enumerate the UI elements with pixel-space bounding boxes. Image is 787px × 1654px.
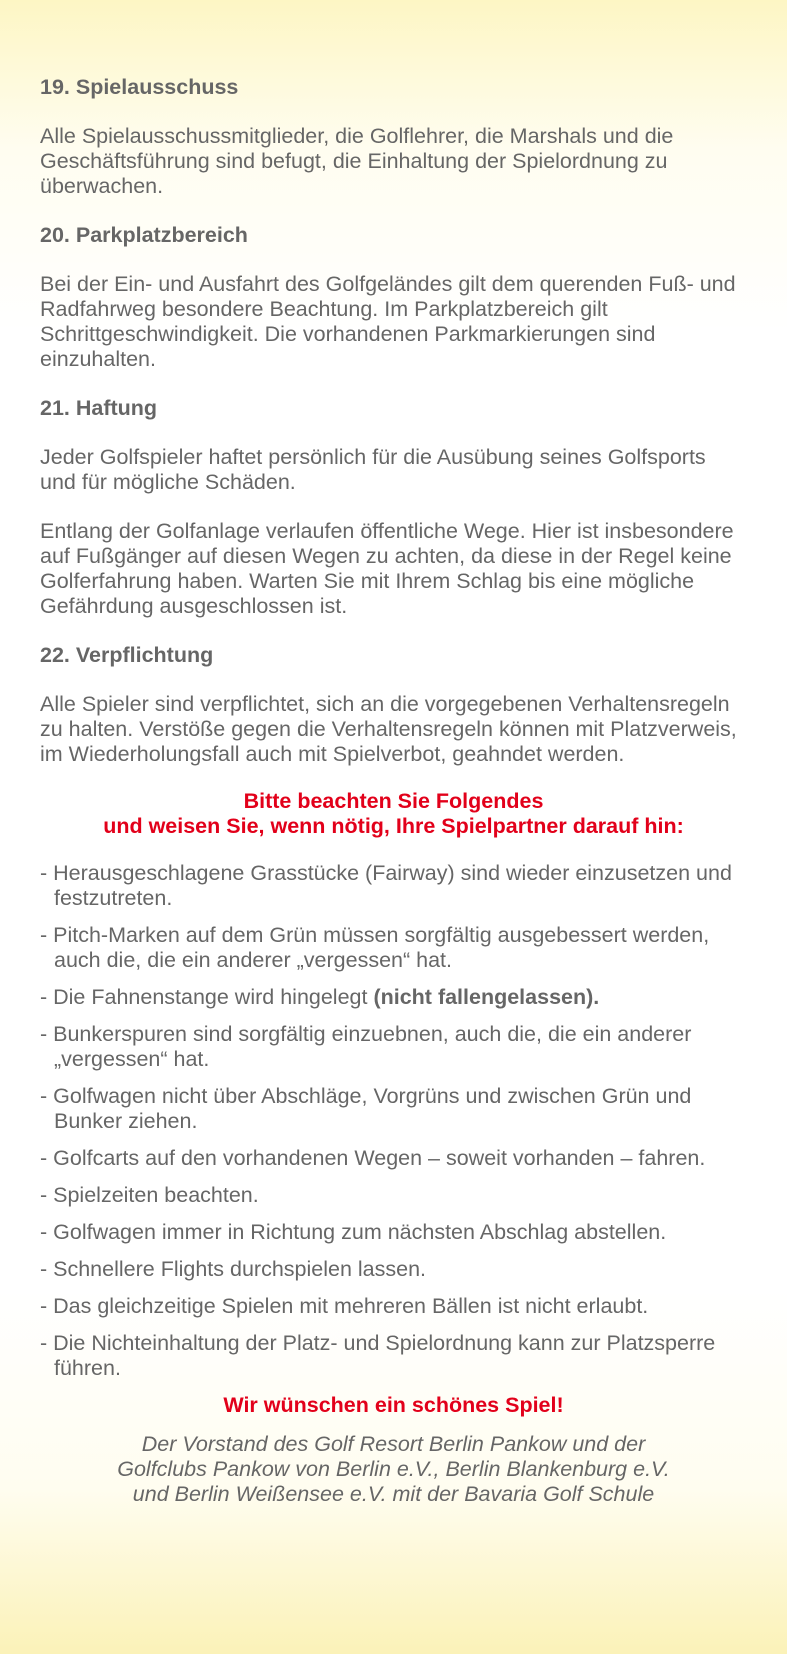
rule-text: - Spielzeiten beachten.	[40, 1183, 259, 1207]
section-heading-parkplatzbereich: 20. Parkplatzbereich	[40, 223, 248, 247]
list-item	[40, 1183, 747, 1208]
signature-line: und Berlin Weißensee e.V. mit der Bavaria Golf Schule	[132, 1482, 655, 1506]
signature-line: Golfclubs Pankow von Berlin e.V., Berlin Blankenburg e.V.	[117, 1457, 670, 1481]
notice-line: Bitte beachten Sie Folgendes	[243, 789, 544, 813]
list-item	[40, 923, 747, 973]
closing-wish: Wir wünschen ein schönes Spiel!	[223, 1393, 564, 1417]
rule-text: - Die Nichteinhaltung der Platz- und Spielordnung kann zur Platzsperre führen.	[40, 1331, 716, 1380]
signature-block	[40, 1432, 747, 1507]
list-item	[40, 985, 747, 1010]
notice-line: und weisen Sie, wenn nötig, Ihre Spielpartner darauf hin:	[103, 814, 684, 838]
list-item	[40, 1257, 747, 1282]
rule-text: - Schnellere Flights durchspielen lassen.	[40, 1257, 427, 1281]
section-paragraph: Bei der Ein- und Ausfahrt des Golfgeländes gilt dem querenden Fuß- und Radfahrweg besondere Beachtung. Im Parkplatzbereich gilt Schrittgeschwindigkeit. Die vorhandenen Parkmarkierungen sind einzuhalten.	[40, 272, 736, 371]
section-heading-verpflichtung: 22. Verpflichtung	[40, 643, 214, 667]
rules-list	[40, 861, 747, 1381]
section-heading-spielausschuss: 19. Spielausschuss	[40, 75, 239, 99]
notice-block	[40, 789, 747, 839]
rule-text: - Herausgeschlagene Grasstücke (Fairway) sind wieder einzusetzen und festzutreten.	[40, 861, 732, 910]
section-paragraph: Jeder Golfspieler haftet persönlich für die Ausübung seines Golfsports und für mögliche Schäden.	[40, 445, 706, 494]
list-item	[40, 1294, 747, 1319]
rule-text: - Golfwagen nicht über Abschläge, Vorgrüns und zwischen Grün und Bunker ziehen.	[40, 1084, 692, 1133]
list-item	[40, 1022, 747, 1072]
section-paragraph: Alle Spieler sind verpflichtet, sich an die vorgegebenen Verhaltensregeln zu halten. Verstöße gegen die Verhaltensregeln können mit Platzverweis, im Wiederholungsfall auch mit Spielverbot, geahndet werden.	[40, 692, 737, 766]
rule-text: - Das gleichzeitige Spielen mit mehreren Bällen ist nicht erlaubt.	[40, 1294, 649, 1318]
list-item	[40, 1146, 747, 1171]
signature-line: Der Vorstand des Golf Resort Berlin Pankow und der	[141, 1432, 646, 1456]
rule-emphasis: (nicht fallengelassen).	[373, 985, 600, 1009]
list-item	[40, 1084, 747, 1134]
list-item	[40, 1220, 747, 1245]
rule-text: - Golfcarts auf den vorhandenen Wegen – soweit vorhanden – fahren.	[40, 1146, 706, 1170]
rule-text: - Golfwagen immer in Richtung zum nächsten Abschlag abstellen.	[40, 1220, 667, 1244]
section-paragraph: Alle Spielausschussmitglieder, die Golflehrer, die Marshals und die Geschäftsführung sind befugt, die Einhaltung der Spielordnung zu überwachen.	[40, 124, 674, 198]
section-heading-haftung: 21. Haftung	[40, 396, 158, 420]
rule-text: - Bunkerspuren sind sorgfältig einzuebnen, auch die, die ein anderer „vergessen“ hat.	[40, 1022, 692, 1071]
rule-text: - Die Fahnenstange wird hingelegt	[40, 985, 374, 1009]
rule-text: - Pitch-Marken auf dem Grün müssen sorgfältig ausgebessert werden, auch die, die ein anderer „vergessen“ hat.	[40, 923, 710, 972]
section-paragraph: Entlang der Golfanlage verlaufen öffentliche Wege. Hier ist insbesondere auf Fußgänger auf diesen Wegen zu achten, da diese in der Regel keine Golferfahrung haben. Warten Sie mit Ihrem Schlag bis eine mögliche Gefährdung ausgeschlossen ist.	[40, 519, 734, 618]
list-item	[40, 861, 747, 911]
list-item	[40, 1331, 747, 1381]
